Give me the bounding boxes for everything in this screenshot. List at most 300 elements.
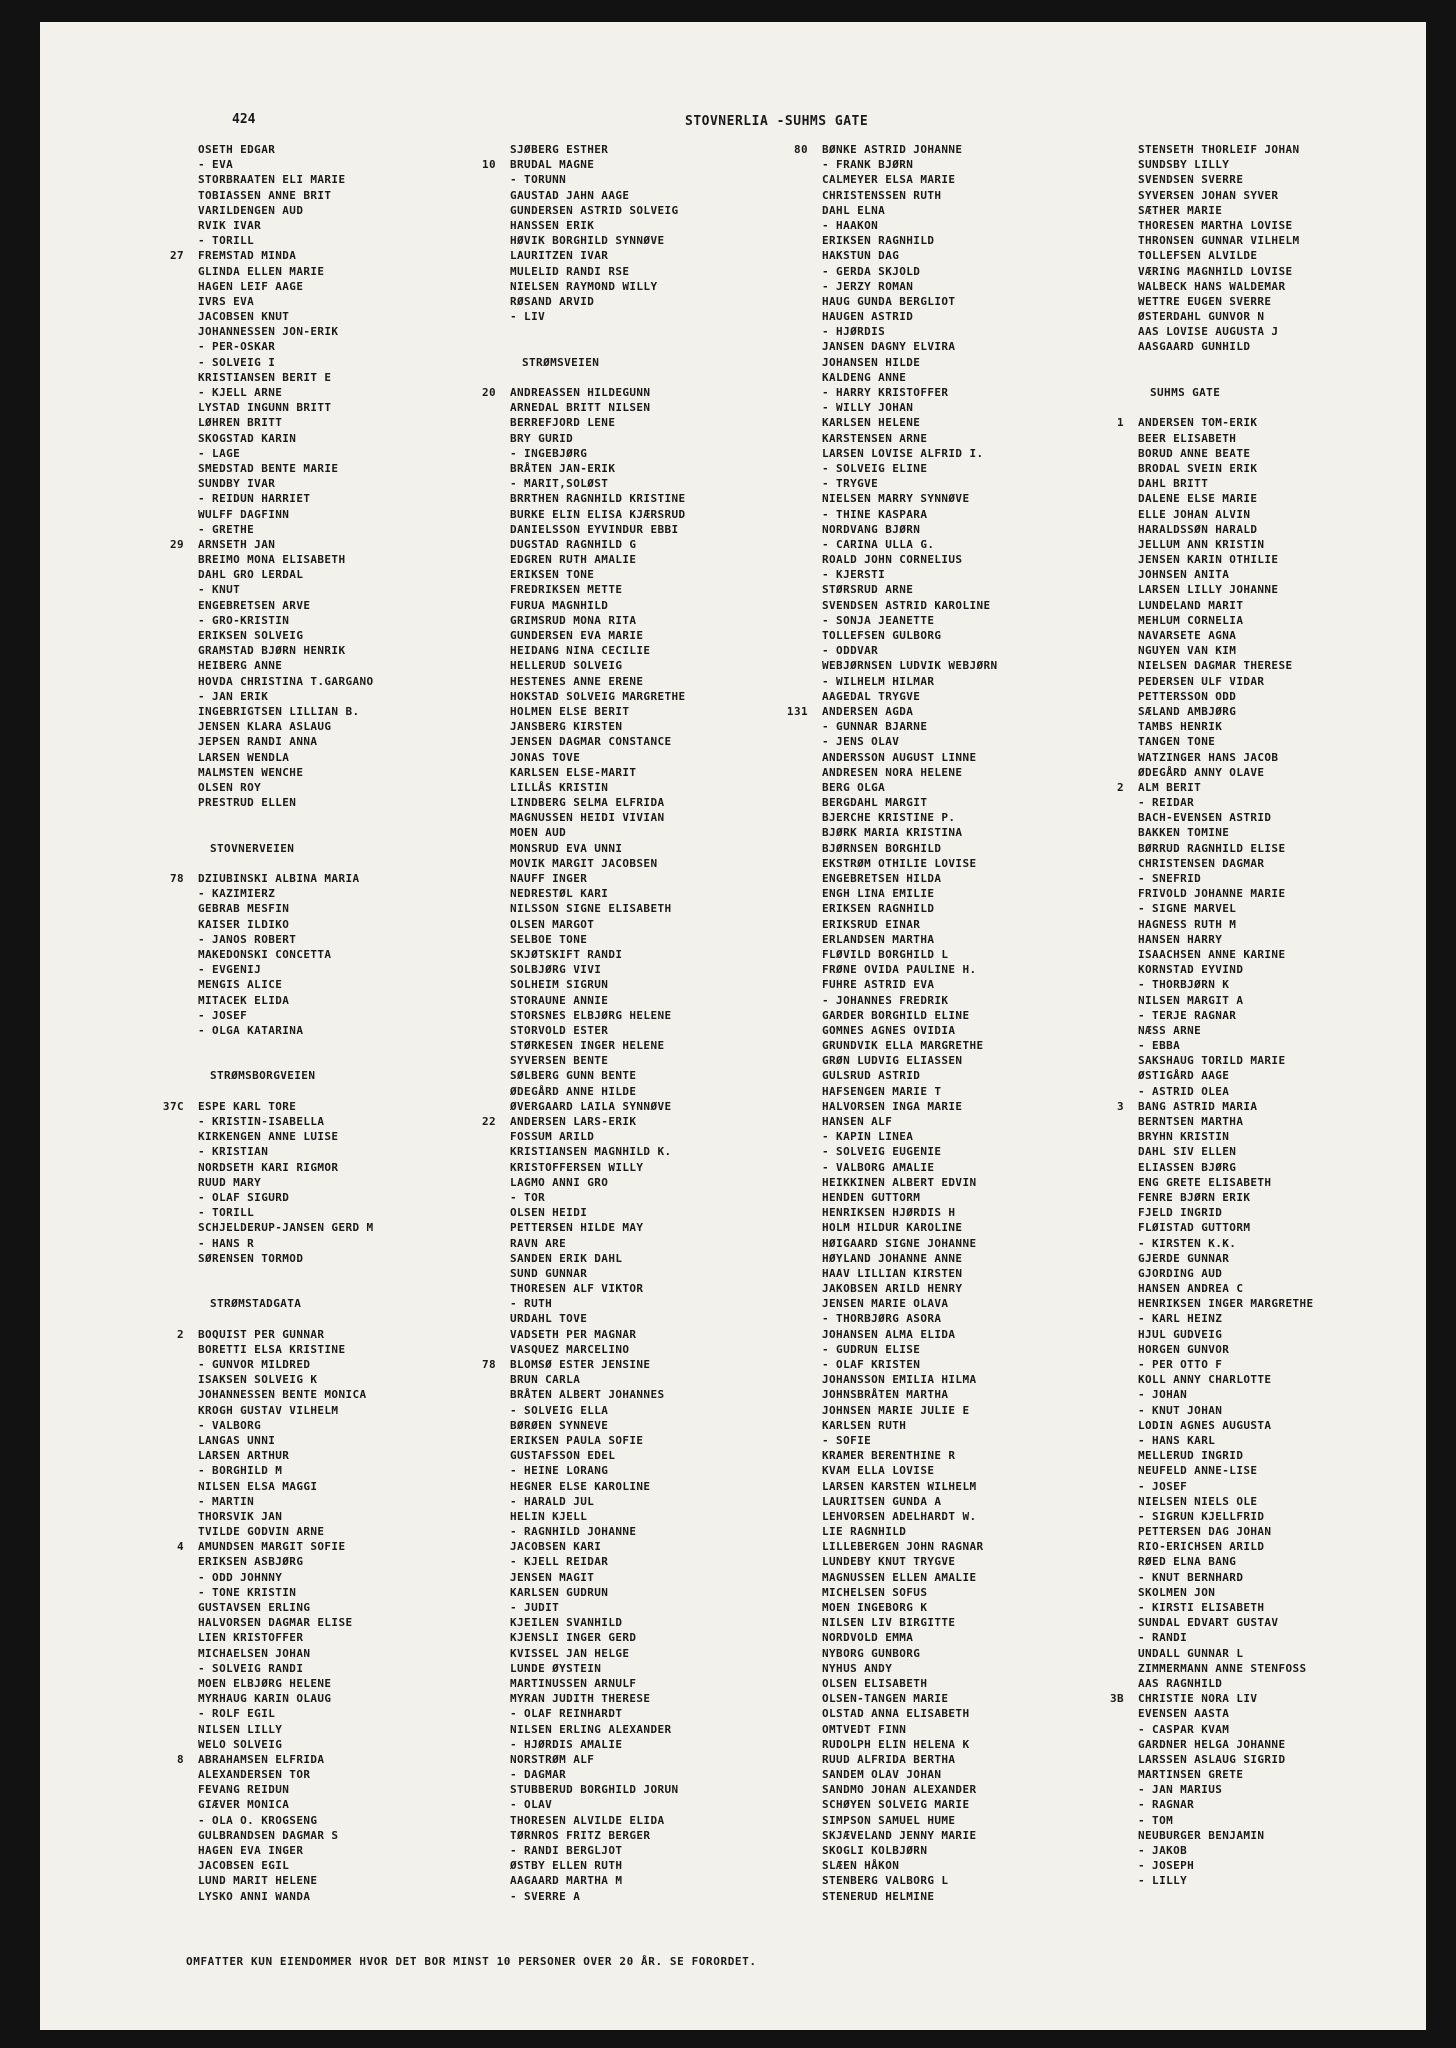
resident-name: - EVGENIJ xyxy=(198,963,262,977)
resident-entry xyxy=(1138,324,1314,339)
resident-entry xyxy=(1138,1023,1314,1038)
resident-entry xyxy=(198,1479,374,1494)
resident-entry xyxy=(198,1494,374,1509)
resident-name: PETTERSEN DAG JOHAN xyxy=(1138,1525,1272,1539)
resident-entry xyxy=(822,233,998,248)
resident-name: - REIDUN HARRIET xyxy=(198,492,311,506)
resident-entry xyxy=(198,932,374,947)
resident-entry xyxy=(510,780,686,795)
resident-entry xyxy=(1138,1387,1314,1402)
resident-name: STORBRAATEN ELI MARIE xyxy=(198,173,346,187)
resident-entry xyxy=(1138,658,1314,673)
resident-name: KROGH GUSTAV VILHELM xyxy=(198,1403,339,1417)
resident-name: JOHANSEN HILDE xyxy=(822,355,921,369)
resident-name: - THORBJØRN K xyxy=(1138,978,1230,992)
resident-entry xyxy=(198,901,374,916)
resident-entry xyxy=(1138,628,1314,643)
resident-name: NEUFELD ANNE-LISE xyxy=(1138,1464,1258,1478)
resident-name: - THORBJØRG ASORA xyxy=(822,1312,942,1326)
resident-entry xyxy=(510,582,686,597)
resident-name: HOVDA CHRISTINA T.GARGANO xyxy=(198,674,374,688)
resident-name: RUDOLPH ELIN HELENA K xyxy=(822,1737,970,1751)
resident-name: ANDERSSON AUGUST LINNE xyxy=(822,750,977,764)
resident-name: PRESTRUD ELLEN xyxy=(198,796,297,810)
resident-entry xyxy=(510,1752,686,1767)
resident-entry xyxy=(198,1585,374,1600)
resident-entry xyxy=(822,841,998,856)
resident-name: SKJØTSKIFT RANDI xyxy=(510,947,623,961)
resident-name: STENBERG VALBORG L xyxy=(822,1874,949,1888)
resident-name: - EVA xyxy=(198,158,234,172)
resident-name: - KJERSTI xyxy=(822,568,886,582)
resident-entry xyxy=(1138,1858,1314,1873)
resident-name: NILSEN LILLY xyxy=(198,1722,283,1736)
resident-name: NEDRESTØL KARI xyxy=(510,887,609,901)
resident-entry xyxy=(822,1008,998,1023)
resident-name: - ROLF EGIL xyxy=(198,1707,276,1721)
resident-name: - LIV xyxy=(510,310,546,324)
resident-entry xyxy=(822,1661,998,1676)
resident-entry xyxy=(1138,264,1314,279)
resident-name: - JAN ERIK xyxy=(198,689,269,703)
resident-entry xyxy=(198,1418,374,1433)
resident-name: LARSEN LILLY JOHANNE xyxy=(1138,583,1279,597)
resident-name: ABRAHAMSEN ELFRIDA xyxy=(198,1752,325,1766)
resident-name: FLØISTAD GUTTORM xyxy=(1138,1221,1251,1235)
resident-name: PEDERSEN ULF VIDAR xyxy=(1138,674,1265,688)
resident-entry xyxy=(510,856,686,871)
resident-name: ENGEBRETSEN HILDA xyxy=(822,872,942,885)
resident-entry xyxy=(198,157,374,172)
resident-entry xyxy=(1138,233,1314,248)
resident-name: - SOLVEIG RANDI xyxy=(198,1661,304,1675)
resident-entry xyxy=(822,400,998,415)
resident-name: MITACEK ELIDA xyxy=(198,993,290,1007)
resident-entry xyxy=(198,795,374,810)
blank-line xyxy=(198,825,374,840)
resident-entry xyxy=(822,886,998,901)
resident-entry xyxy=(1138,598,1314,613)
resident-entry xyxy=(1138,1509,1314,1524)
resident-entry xyxy=(510,415,686,430)
resident-name: - LAGE xyxy=(198,446,241,460)
resident-entry xyxy=(510,1160,686,1175)
resident-name: AAGEDAL TRYGVE xyxy=(822,689,921,703)
house-number: 1 xyxy=(1116,416,1124,430)
resident-name: JELLUM ANN KRISTIN xyxy=(1138,537,1265,551)
resident-entry xyxy=(198,750,374,765)
resident-name: ØSTIGÅRD AAGE xyxy=(1138,1069,1230,1083)
resident-entry xyxy=(822,643,998,658)
resident-entry xyxy=(822,1038,998,1053)
resident-entry xyxy=(198,324,374,339)
resident-name: - ODDVAR xyxy=(822,644,879,658)
resident-entry xyxy=(822,1448,998,1463)
resident-name: KARLSEN GUDRUN xyxy=(510,1585,609,1599)
resident-name: BAKKEN TOMINE xyxy=(1138,826,1230,840)
resident-name: BORETTI ELSA KRISTINE xyxy=(198,1342,346,1356)
resident-name: ØDEGÅRD ANNE HILDE xyxy=(510,1084,637,1098)
resident-name: DAHL ELNA xyxy=(822,203,886,217)
resident-entry xyxy=(822,1615,998,1630)
house-number: 3B xyxy=(1109,1692,1124,1706)
resident-entry xyxy=(1138,431,1314,446)
resident-entry xyxy=(198,1676,374,1691)
resident-entry xyxy=(822,355,998,370)
resident-entry xyxy=(169,248,374,263)
resident-name: GAUSTAD JAHN AAGE xyxy=(510,188,630,202)
resident-entry xyxy=(1116,415,1314,430)
resident-name: MARTINSEN GRETE xyxy=(1138,1768,1244,1782)
resident-entry xyxy=(481,385,686,400)
resident-entry xyxy=(822,658,998,673)
resident-name: HAGNESS RUTH M xyxy=(1138,917,1237,931)
resident-entry xyxy=(1138,613,1314,628)
resident-entry xyxy=(510,1205,686,1220)
resident-entry xyxy=(510,279,686,294)
resident-name: NYHUS ANDY xyxy=(822,1661,893,1675)
resident-entry xyxy=(510,810,686,825)
resident-name: HØYLAND JOHANNE ANNE xyxy=(822,1251,963,1265)
resident-entry xyxy=(510,765,686,780)
resident-name: THORESEN MARTHA LOVISE xyxy=(1138,218,1293,232)
resident-entry xyxy=(198,218,374,233)
resident-entry xyxy=(1138,1706,1314,1721)
resident-name: LARSEN KARSTEN WILHELM xyxy=(822,1479,977,1493)
resident-name: SUND GUNNAR xyxy=(510,1266,588,1280)
resident-entry xyxy=(1138,1114,1314,1129)
resident-name: LARSEN ARTHUR xyxy=(198,1449,290,1463)
resident-entry xyxy=(822,1144,998,1159)
resident-name: MONSRUD EVA UNNI xyxy=(510,841,623,855)
resident-name: HØIGAARD SIGNE JOHANNE xyxy=(822,1236,977,1250)
resident-name: KRAMER BERENTHINE R xyxy=(822,1449,956,1463)
resident-entry xyxy=(1138,932,1314,947)
resident-name: HAUG GUNDA BERGLIOT xyxy=(822,294,956,308)
resident-entry xyxy=(510,825,686,840)
resident-name: VASQUEZ MARCELINO xyxy=(510,1342,630,1356)
resident-entry xyxy=(1138,188,1314,203)
resident-entry xyxy=(822,461,998,476)
resident-entry xyxy=(1138,309,1314,324)
resident-entry xyxy=(822,1053,998,1068)
resident-entry xyxy=(510,1372,686,1387)
resident-entry xyxy=(198,704,374,719)
resident-name: GULSRUD ASTRID xyxy=(822,1069,921,1083)
resident-entry xyxy=(198,1357,374,1372)
resident-name: THORESEN ALF VIKTOR xyxy=(510,1282,644,1296)
resident-entry xyxy=(198,1524,374,1539)
resident-entry xyxy=(1138,886,1314,901)
resident-name: KARSTENSEN ARNE xyxy=(822,431,928,445)
resident-entry xyxy=(822,750,998,765)
resident-entry xyxy=(822,825,998,840)
resident-entry xyxy=(822,446,998,461)
resident-entry xyxy=(822,537,998,552)
resident-entry xyxy=(822,1722,998,1737)
resident-name: SKOLMEN JON xyxy=(1138,1585,1216,1599)
resident-entry xyxy=(510,1813,686,1828)
resident-entry xyxy=(822,1873,998,1888)
resident-entry xyxy=(822,719,998,734)
resident-entry xyxy=(822,780,998,795)
resident-name: BREIMO MONA ELISABETH xyxy=(198,553,346,567)
resident-entry xyxy=(822,1357,998,1372)
resident-entry xyxy=(510,932,686,947)
resident-name: KRISTIANSEN MAGNHILD K. xyxy=(510,1145,672,1159)
resident-name: VARILDENGEN AUD xyxy=(198,203,304,217)
resident-name: MENGIS ALICE xyxy=(198,978,283,992)
resident-entry xyxy=(1138,841,1314,856)
house-number: 131 xyxy=(786,704,808,718)
resident-name: NIELSEN MARRY SYNNØVE xyxy=(822,492,970,506)
resident-name: - JUDIT xyxy=(510,1601,560,1614)
resident-entry xyxy=(510,400,686,415)
resident-name: TVILDE GODVIN ARNE xyxy=(198,1525,325,1539)
resident-entry xyxy=(510,947,686,962)
resident-entry xyxy=(1138,1448,1314,1463)
resident-name: ANDERSEN AGDA xyxy=(822,704,914,718)
resident-entry xyxy=(510,719,686,734)
resident-entry xyxy=(198,552,374,567)
resident-entry xyxy=(822,188,998,203)
resident-name: CHRISTENSEN DAGMAR xyxy=(1138,856,1265,870)
resident-entry xyxy=(822,1084,998,1099)
resident-entry xyxy=(198,1737,374,1752)
resident-name: HARALDSSØN HARALD xyxy=(1138,522,1258,536)
resident-entry xyxy=(198,491,374,506)
resident-entry xyxy=(510,1509,686,1524)
resident-entry xyxy=(822,1889,998,1904)
resident-name: ENGH LINA EMILIE xyxy=(822,887,935,901)
resident-entry xyxy=(198,1570,374,1585)
resident-name: - OLAF REINHARDT xyxy=(510,1707,623,1721)
resident-entry xyxy=(510,1797,686,1812)
resident-name: FURUA MAGNHILD xyxy=(510,598,609,612)
resident-entry xyxy=(510,1479,686,1494)
resident-name: - DAGMAR xyxy=(510,1768,567,1782)
resident-entry xyxy=(1138,1479,1314,1494)
resident-entry xyxy=(822,1311,998,1326)
resident-name: - LILLY xyxy=(1138,1874,1188,1888)
resident-name: KIRKENGEN ANNE LUISE xyxy=(198,1130,339,1144)
resident-entry xyxy=(822,309,998,324)
resident-name: BURKE ELIN ELISA KJÆRSRUD xyxy=(510,507,686,521)
resident-entry xyxy=(510,1448,686,1463)
resident-entry xyxy=(198,674,374,689)
resident-entry xyxy=(198,1554,374,1569)
resident-name: HAGEN EVA INGER xyxy=(198,1844,304,1857)
resident-entry xyxy=(1138,1190,1314,1205)
resident-entry xyxy=(1138,1615,1314,1630)
resident-name: JACOBSEN EGIL xyxy=(198,1859,290,1873)
resident-name: - THINE KASPARA xyxy=(822,507,928,521)
resident-name: SIMPSON SAMUEL HUME xyxy=(822,1813,956,1827)
resident-name: RØSAND ARVID xyxy=(510,294,595,308)
resident-entry xyxy=(1138,1266,1314,1281)
resident-entry xyxy=(822,1463,998,1478)
resident-name: HØVIK BORGHILD SYNNØVE xyxy=(510,234,665,248)
street-name: STOVNERVEIEN xyxy=(210,841,295,855)
resident-name: SÆTHER MARIE xyxy=(1138,203,1223,217)
resident-name: BRÅTEN ALBERT JOHANNES xyxy=(510,1388,665,1402)
resident-entry xyxy=(822,1099,998,1114)
resident-entry xyxy=(822,1175,998,1190)
resident-name: LIEN KRISTOFFER xyxy=(198,1631,304,1645)
resident-name: VADSETH PER MAGNAR xyxy=(510,1327,637,1341)
resident-entry xyxy=(510,1494,686,1509)
resident-name: HENDEN GUTTORM xyxy=(822,1190,921,1204)
resident-name: OSETH EDGAR xyxy=(198,143,276,156)
resident-name: BJØRK MARIA KRISTINA xyxy=(822,826,963,840)
resident-name: - RAGNHILD JOHANNE xyxy=(510,1525,637,1539)
resident-name: BEER ELISABETH xyxy=(1138,431,1237,445)
resident-name: BOQUIST PER GUNNAR xyxy=(198,1327,325,1341)
resident-name: ISAKSEN SOLVEIG K xyxy=(198,1373,318,1387)
resident-entry xyxy=(198,279,374,294)
resident-name: DAHL GRO LERDAL xyxy=(198,568,304,582)
resident-entry xyxy=(822,1585,998,1600)
resident-name: BERNTSEN MARTHA xyxy=(1138,1115,1244,1128)
resident-name: - TORILL xyxy=(198,1206,255,1220)
resident-entry xyxy=(822,1114,998,1129)
resident-entry xyxy=(198,567,374,582)
resident-name: BRUN CARLA xyxy=(510,1373,581,1387)
resident-name: UNDALL GUNNAR L xyxy=(1138,1646,1244,1660)
resident-name: LEHVORSEN ADELHARDT W. xyxy=(822,1509,977,1523)
resident-entry xyxy=(1109,1691,1314,1706)
resident-entry xyxy=(481,157,686,172)
resident-entry xyxy=(198,355,374,370)
resident-entry xyxy=(510,1053,686,1068)
resident-entry xyxy=(822,1251,998,1266)
resident-entry xyxy=(822,370,998,385)
resident-name: JENSEN MARIE OLAVA xyxy=(822,1297,949,1311)
resident-name: - KRISTIAN xyxy=(198,1145,269,1159)
resident-entry xyxy=(822,294,998,309)
resident-name: NAUFF INGER xyxy=(510,872,588,885)
resident-entry xyxy=(822,1327,998,1342)
resident-name: - JENS OLAV xyxy=(822,735,900,749)
resident-entry xyxy=(1138,582,1314,597)
resident-entry xyxy=(1138,1038,1314,1053)
resident-name: URDAHL TOVE xyxy=(510,1312,588,1326)
resident-entry xyxy=(510,537,686,552)
resident-entry xyxy=(510,1190,686,1205)
resident-entry xyxy=(1138,947,1314,962)
resident-entry xyxy=(1138,1236,1314,1251)
resident-entry xyxy=(198,1023,374,1038)
resident-entry xyxy=(1138,1676,1314,1691)
resident-name: KARLSEN ELSE-MARIT xyxy=(510,765,637,779)
resident-name: JENSEN DAGMAR CONSTANCE xyxy=(510,735,672,749)
resident-name: FREMSTAD MINDA xyxy=(198,249,297,263)
resident-name: - TERJE RAGNAR xyxy=(1138,1008,1237,1022)
resident-name: NORDVANG BJØRN xyxy=(822,522,921,536)
resident-name: - INGEBJØRG xyxy=(510,446,588,460)
resident-name: - WILLY JOHAN xyxy=(822,401,914,415)
resident-name: NYBORG GUNBORG xyxy=(822,1646,921,1660)
resident-entry xyxy=(510,264,686,279)
resident-entry xyxy=(822,1220,998,1235)
resident-entry xyxy=(198,1706,374,1721)
resident-entry xyxy=(1138,1251,1314,1266)
resident-name: LUND MARIT HELENE xyxy=(198,1874,318,1888)
resident-entry xyxy=(510,522,686,537)
resident-entry xyxy=(198,598,374,613)
resident-name: SOLHEIM SIGRUN xyxy=(510,978,609,992)
resident-entry xyxy=(510,901,686,916)
resident-name: THORSVIK JAN xyxy=(198,1509,283,1523)
resident-entry xyxy=(822,203,998,218)
resident-entry xyxy=(510,552,686,567)
resident-name: SKOGSTAD KARIN xyxy=(198,431,297,445)
resident-name: STORVOLD ESTER xyxy=(510,1023,609,1037)
resident-name: - KNUT xyxy=(198,583,241,597)
blank-line xyxy=(198,1038,374,1053)
resident-name: AASGAARD GUNHILD xyxy=(1138,340,1251,354)
resident-name: GEBRAB MESFIN xyxy=(198,902,290,916)
house-number: 78 xyxy=(481,1358,496,1371)
resident-entry xyxy=(1138,1843,1314,1858)
resident-entry xyxy=(510,1858,686,1873)
resident-entry xyxy=(1138,1554,1314,1569)
resident-entry xyxy=(793,142,998,157)
resident-name: BØNKE ASTRID JOHANNE xyxy=(822,143,963,156)
resident-name: HALVORSEN INGA MARIE xyxy=(822,1099,963,1113)
resident-entry xyxy=(822,993,998,1008)
resident-entry xyxy=(198,172,374,187)
resident-name: SJØBERG ESTHER xyxy=(510,143,609,156)
resident-name: - JANOS ROBERT xyxy=(198,932,297,946)
resident-name: HENRIKSEN INGER MARGRETHE xyxy=(1138,1297,1314,1311)
resident-name: STORAUNE ANNIE xyxy=(510,993,609,1007)
resident-name: THRONSEN GUNNAR VILHELM xyxy=(1138,234,1300,248)
resident-name: FREDRIKSEN METTE xyxy=(510,583,623,597)
resident-entry xyxy=(822,1828,998,1843)
resident-name: STØRKESEN INGER HELENE xyxy=(510,1039,665,1053)
resident-entry xyxy=(822,172,998,187)
resident-entry xyxy=(822,901,998,916)
resident-entry xyxy=(822,1433,998,1448)
resident-name: GARDER BORGHILD ELINE xyxy=(822,1008,970,1022)
resident-entry xyxy=(510,172,686,187)
resident-entry xyxy=(198,1236,374,1251)
resident-name: RUUD MARY xyxy=(198,1175,262,1189)
resident-entry xyxy=(822,977,998,992)
resident-entry xyxy=(510,218,686,233)
resident-name: ARNSETH JAN xyxy=(198,537,276,551)
resident-entry xyxy=(198,1114,374,1129)
resident-name: - GUNNAR BJARNE xyxy=(822,720,928,734)
resident-name: ERLANDSEN MARTHA xyxy=(822,932,935,946)
resident-name: - KIRSTI ELISABETH xyxy=(1138,1601,1265,1614)
resident-entry xyxy=(198,400,374,415)
resident-entry xyxy=(1138,1403,1314,1418)
resident-name: ERIKSEN RAGNHILD xyxy=(822,234,935,248)
resident-name: MEHLUM CORNELIA xyxy=(1138,613,1244,627)
resident-entry xyxy=(822,1813,998,1828)
resident-entry xyxy=(822,522,998,537)
resident-name: LUNDE ØYSTEIN xyxy=(510,1661,602,1675)
resident-entry xyxy=(822,1630,998,1645)
resident-entry xyxy=(1138,1084,1314,1099)
resident-entry xyxy=(510,1068,686,1083)
resident-name: - HANS R xyxy=(198,1236,255,1250)
resident-name: GRIMSRUD MONA RITA xyxy=(510,613,637,627)
resident-name: - HARRY KRISTOFFER xyxy=(822,386,949,399)
resident-name: FEVANG REIDUN xyxy=(198,1783,290,1797)
